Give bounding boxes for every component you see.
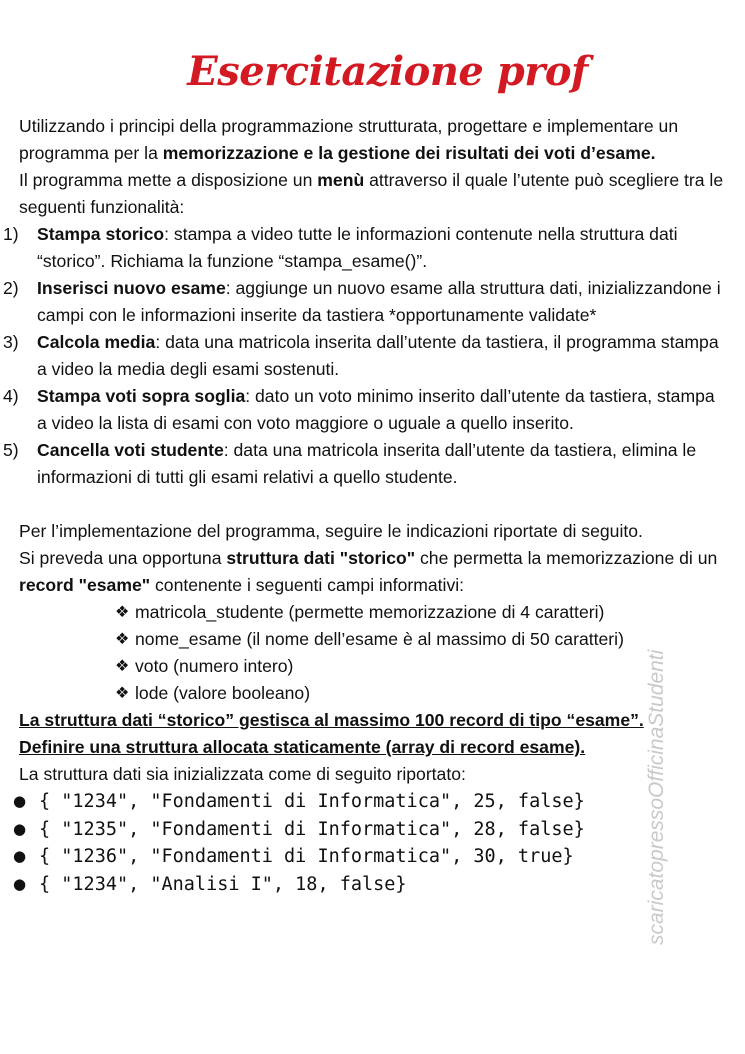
feature-number: 1)	[3, 224, 19, 244]
menu-paragraph	[19, 167, 724, 221]
feature-item	[3, 221, 724, 275]
black-circle-bullet-icon: ●	[13, 792, 27, 810]
feature-item	[3, 275, 724, 329]
field-text: nome_esame (il nome dell’esame è al massimo di 50 caratteri)	[135, 629, 624, 649]
structure-paragraph	[19, 545, 724, 599]
feature-item	[3, 329, 724, 383]
diamond-bullet-icon: ❖	[115, 685, 130, 702]
implementation-paragraph: Per l’implementazione del programma, seguire le indicazioni riportate di seguito.	[19, 521, 643, 541]
page-title: Esercitazione prof	[187, 48, 588, 95]
field-text: voto (numero intero)	[135, 656, 294, 676]
intro-paragraph	[19, 113, 724, 167]
menu-text-a: Il programma mette a disposizione un	[19, 170, 318, 190]
feature-name: Calcola media	[37, 332, 156, 352]
feature-name: Stampa storico	[37, 224, 165, 244]
record-code: { "1234", "Analisi I", 18, false}	[39, 873, 407, 895]
initial-records-list	[13, 788, 724, 898]
diamond-bullet-icon: ❖	[115, 631, 130, 648]
diamond-bullet-icon: ❖	[115, 604, 130, 621]
structure-bold-storico: struttura dati "storico"	[226, 548, 416, 568]
watermark: scaricatopressoOfficinaStudenti	[645, 649, 668, 945]
structure-bold-esame: record "esame"	[19, 575, 151, 595]
init-text: La struttura dati sia inizializzata come di seguito riportato:	[19, 764, 466, 784]
features-list	[3, 221, 724, 491]
record-item	[13, 843, 724, 871]
feature-name: Inserisci nuovo esame	[37, 278, 226, 298]
feature-name: Stampa voti sopra soglia	[37, 386, 246, 406]
black-circle-bullet-icon: ●	[13, 819, 27, 838]
record-fields-list	[19, 599, 724, 707]
feature-number: 2)	[3, 278, 19, 298]
constraint-static-allocation: Definire una struttura allocata staticamente (array di record esame).	[19, 737, 586, 757]
field-text: matricola_studente (permette memorizzazione di 4 caratteri)	[135, 602, 605, 622]
feature-name: Cancella voti studente	[37, 440, 224, 460]
menu-text-c: attraverso il quale l’utente può scegliere tra le seguenti funzionalità:	[19, 170, 724, 217]
diamond-bullet-icon: ❖	[115, 658, 130, 675]
feature-item	[3, 437, 724, 491]
black-circle-bullet-icon: ●	[13, 874, 27, 893]
menu-bold: menù	[317, 170, 365, 190]
feature-desc: : dato un voto minimo inserito dall’utente da tastiera, stampa a video la lista di esami con voto maggiore o uguale a quello inserito.	[37, 386, 715, 433]
field-item	[115, 653, 724, 680]
intro-bold: memorizzazione e la gestione dei risultati dei voti d’esame.	[162, 143, 656, 163]
record-item	[13, 816, 724, 844]
feature-item	[3, 383, 724, 437]
field-item	[115, 599, 724, 626]
feature-desc: : stampa a video tutte le informazioni contenute nella struttura dati “storico”. Richiama la funzione “stampa_esame()”.	[37, 224, 678, 271]
field-item	[115, 626, 724, 653]
intro-text: Utilizzando i principi della programmazione strutturata, progettare e implementare un programma per la	[19, 116, 679, 163]
constraint-max-records: La struttura dati “storico” gestisca al massimo 100 record di tipo “esame”.	[19, 710, 644, 730]
field-text: lode (valore booleano)	[135, 683, 311, 703]
feature-number: 4)	[3, 386, 19, 406]
record-item	[13, 871, 724, 899]
document-body	[3, 113, 724, 898]
record-code: { "1236", "Fondamenti di Informatica", 30, true}	[39, 846, 574, 867]
feature-number: 5)	[3, 440, 19, 460]
record-item	[13, 788, 724, 816]
record-code: { "1235", "Fondamenti di Informatica", 28, false}	[39, 818, 585, 840]
feature-desc: : data una matricola inserita dall’utente da tastiera, elimina le informazioni di tutti gli esami relativi a quello studente.	[37, 440, 697, 487]
feature-desc: : data una matricola inserita dall’utente da tastiera, il programma stampa a video la media degli esami sostenuti.	[37, 332, 719, 379]
paragraph-gap	[19, 491, 724, 518]
structure-text-a: Si preveda una opportuna	[19, 548, 227, 568]
black-circle-bullet-icon: ●	[13, 847, 27, 865]
structure-text-c: che permetta la memorizzazione di un	[415, 548, 718, 568]
structure-text-e: contenente i seguenti campi informativi:	[150, 575, 465, 595]
field-item	[115, 680, 724, 707]
feature-desc: : aggiunge un nuovo esame alla struttura dati, inizializzandone i campi con le informazioni inserite da tastiera *opportunamente validate*	[37, 278, 721, 325]
feature-number: 3)	[3, 332, 19, 352]
record-code: { "1234", "Fondamenti di Informatica", 25, false}	[39, 791, 585, 812]
